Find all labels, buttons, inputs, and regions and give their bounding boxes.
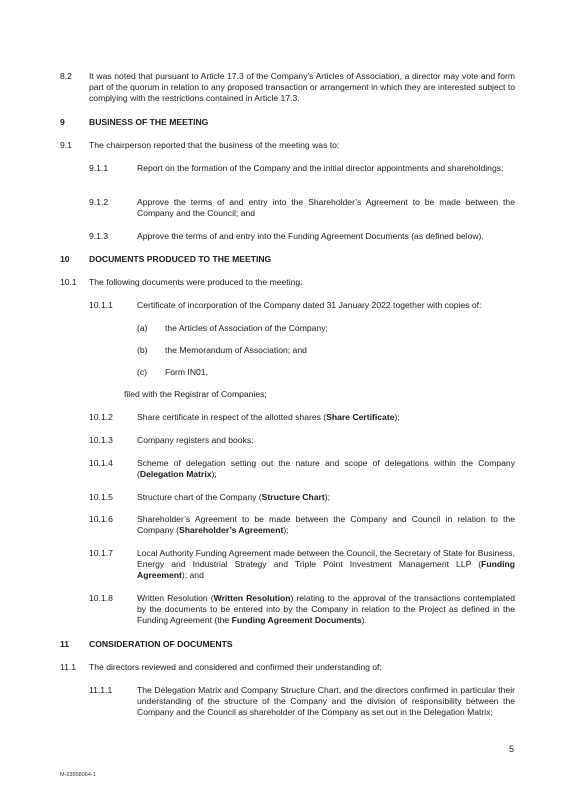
clause-number: 10.1.8 [89, 593, 113, 603]
clause-number: 10.1 [60, 277, 77, 287]
clause-8-2-text: It was noted that pursuant to Article 17.3 of the Company's Articles of Association, a director may vote and form part of the quorum in relation to any proposed transaction or arrangement in which they are interested subject to complying with the restrictions contained in Article 17.3. [89, 71, 515, 103]
clause-9-1-2-text: Approve the terms of and entry into the Shareholder’s Agreement to be made between the Company and the Council; and [137, 197, 515, 218]
clause-number: 10.1.1 [89, 300, 113, 310]
clause-number: 9.1.2 [89, 197, 109, 207]
clause-10-1-3-text: Company registers and books; [137, 435, 254, 445]
clause-number: 10.1.5 [89, 492, 113, 502]
clause-number: 8.2 [60, 71, 72, 81]
clause-9-1-1-text: Report on the formation of the Company and the initial director appointments and shareholdings; [137, 163, 504, 173]
document-reference: M-23958064-1 [60, 772, 96, 778]
clause-number: 10.1.4 [89, 458, 113, 468]
clause-number: 9.1.1 [89, 163, 109, 173]
page-number: 5 [509, 744, 515, 754]
defined-term: Funding Agreement Documents [231, 615, 362, 625]
clause-number: 10.1.3 [89, 435, 113, 445]
clause-10-1-8-text: Written Resolution (Written Resolution) relating to the approval of the transactions contemplated by the documents to be entered into by the Company in relation to the Project as defined in the Funding Agreement (the Funding Agreement Documents). [137, 593, 515, 625]
clause-number: 11.1.1 [89, 685, 113, 695]
defined-term: Shareholder’s Agreement [179, 525, 284, 535]
clause-11-1-text: The directors reviewed and considered and confirmed their understanding of: [89, 662, 382, 672]
defined-term: Funding Agreement [137, 559, 515, 580]
item-label: (c) [137, 367, 148, 377]
filed-with-text: filed with the Registrar of Companies; [124, 389, 267, 399]
defined-term: Share Certificate [326, 412, 395, 422]
clause-10-1-7-text: Local Authority Funding Agreement made between the Council, the Secretary of State for Business, Energy and Industrial Strategy and Triple Point Investment Management LLP (Funding Agreement); and [137, 548, 515, 580]
clause-number: 10.1.2 [89, 412, 113, 422]
clause-9-1-3-text: Approve the terms of and entry into the Funding Agreement Documents (as defined below). [137, 231, 484, 241]
clause-11-1-1-text: The Delegation Matrix and Company Structure Chart, and the directors confirmed in particular their understanding of the structure of the Company and the division of responsibility between the Company and the Council as shareholder of the Company as set out in the Delegation Matrix; [137, 685, 515, 717]
section-number: 10 [60, 254, 70, 264]
item-text: Form IN01, [165, 367, 208, 377]
clause-number: 9.1 [60, 140, 72, 150]
clause-10-1-2-text: Share certificate in respect of the allotted shares (Share Certificate); [137, 412, 400, 422]
section-heading: DOCUMENTS PRODUCED TO THE MEETING [89, 254, 272, 264]
clause-number: 10.1.7 [89, 548, 113, 558]
defined-term: Written Resolution [213, 593, 291, 603]
clause-10-1-text: The following documents were produced to the meeting: [89, 277, 303, 287]
item-label: (b) [137, 345, 148, 355]
clause-10-1-4-text: Scheme of delegation setting out the nature and scope of delegations within the Company (Delegation Matrix); [137, 458, 515, 479]
clause-10-1-6-text: Shareholder’s Agreement to be made between the Company and Council in relation to the Company (Shareholder’s Agreement); [137, 514, 515, 535]
clause-10-1-5-text: Structure chart of the Company (Structure Chart); [137, 492, 330, 502]
section-heading: BUSINESS OF THE MEETING [89, 117, 209, 127]
clause-number: 11.1 [60, 662, 77, 672]
clause-9-1-text: The chairperson reported that the business of the meeting was to: [89, 140, 340, 150]
section-number: 11 [60, 639, 70, 649]
section-number: 9 [60, 117, 65, 127]
clause-number: 9.1.3 [89, 231, 109, 241]
item-text: the Articles of Association of the Company; [165, 323, 328, 333]
item-label: (a) [137, 323, 148, 333]
section-heading: CONSIDERATION OF DOCUMENTS [89, 639, 233, 649]
item-text: the Memorandum of Association; and [165, 345, 307, 355]
defined-term: Structure Chart [261, 492, 325, 502]
clause-number: 10.1.6 [89, 514, 113, 524]
defined-term: Delegation Matrix [139, 469, 212, 479]
clause-10-1-1-text: Certificate of incorporation of the Company dated 31 January 2022 together with copies of: [137, 300, 482, 310]
